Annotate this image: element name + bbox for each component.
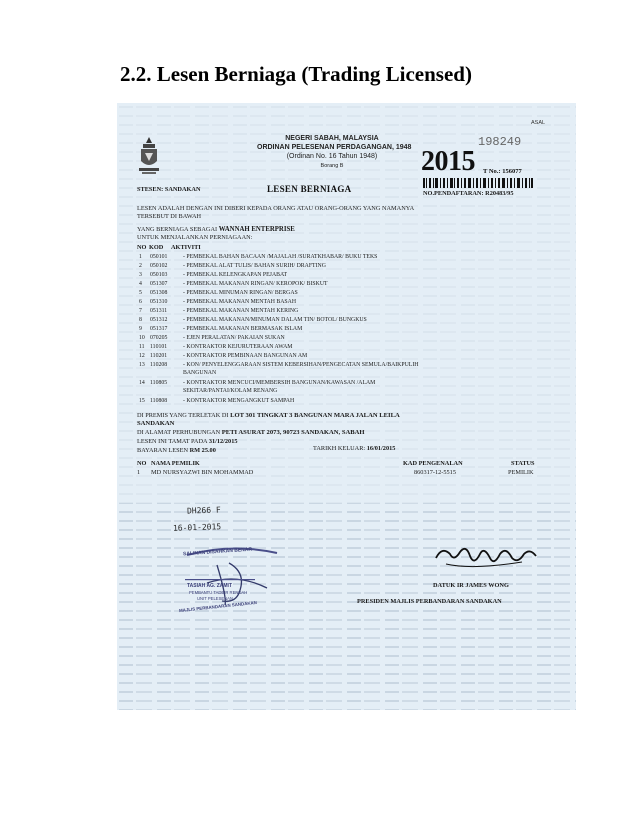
activity-desc: - PEMBEKAL MAKANAN/MINUMAN DALAM TIN/ BOTOL/ BUNGKUS xyxy=(183,317,367,323)
header-ordinance-no: (Ordinan No. 16 Tahun 1948) xyxy=(286,153,378,160)
owner-header-status: STATUS xyxy=(511,460,535,467)
activity-desc: - KONTRAKTOR MENGANGKUT SAMPAH xyxy=(183,398,295,404)
fee-row xyxy=(137,448,216,454)
header-ordinance: ORDINAN PELESENAN PERDAGANGAN, 1948 xyxy=(257,144,412,151)
activity-desc: - KONTRAKTOR PEMBINAAN BANGUNAN AM xyxy=(183,353,308,359)
trading-as-label: YANG BERNIAGA SEBAGAI xyxy=(137,226,218,233)
handwritten-ref: DH266 F xyxy=(186,505,221,516)
premises-value-2: SANDAKAN xyxy=(137,420,175,427)
activity-code: 110808 xyxy=(150,398,168,404)
activity-desc: - PEMBEKAL MAKANAN BERMASAK ISLAM xyxy=(183,326,303,332)
stamp-line-1: SALINAN DISAHKAN BENAR xyxy=(182,546,253,558)
activity-row xyxy=(139,399,294,405)
activity-row xyxy=(139,309,298,315)
activity-code: 050102 xyxy=(150,263,168,269)
activities-header-code: KOD xyxy=(149,244,164,251)
activity-row xyxy=(139,282,328,288)
t-no-value: 156077 xyxy=(502,168,522,175)
activity-code: 110805 xyxy=(150,380,168,386)
activity-desc: - PEMBEKAL BAHAN BACAAN /MAJALAH /SURATKHABAR/ BUKU TEKS xyxy=(183,254,378,260)
activity-desc-continued: BANGUNAN xyxy=(183,370,217,376)
signatory-title: PRESIDEN MAJLIS PERBANDARAN SANDAKAN xyxy=(357,598,502,605)
issue-date-row xyxy=(313,446,395,452)
activities-header xyxy=(137,245,201,251)
expiry-row xyxy=(137,439,238,445)
activity-desc: - PEMBEKAL MAKANAN MENTAH BASAH xyxy=(183,299,297,305)
address-value: PETI ASURAT 2073, 90723 SANDAKAN, SABAH xyxy=(221,429,365,436)
activity-row xyxy=(139,354,307,360)
premises-row xyxy=(137,413,400,420)
owner-header-no: NO xyxy=(137,460,147,467)
station: STESEN: SANDAKAN xyxy=(137,186,201,193)
fee-value: RM 25.00 xyxy=(189,447,216,454)
activity-row-continued xyxy=(183,389,277,395)
license-year: 2015 xyxy=(421,146,475,177)
header-form: Borang B xyxy=(320,163,344,169)
activity-code: 050103 xyxy=(150,272,168,278)
activity-no: 13 xyxy=(139,362,145,368)
activity-desc: - PEMBEKAL MAKANAN RINGAN/ KEROPOK/ BISKUT xyxy=(183,281,328,287)
activities-header-activity: AKTIVITI xyxy=(171,244,201,251)
activity-code: 110101 xyxy=(150,344,168,350)
stamp-line-5: MAJLIS PERBANDARAN SANDAKAN xyxy=(178,599,258,614)
owner-status: PEMILIK xyxy=(508,469,534,476)
activity-desc: - PEMBEKAL KELENGKAPAN PEJABAT xyxy=(183,272,288,278)
activity-desc: - PEMBEKAL MAKANAN MENTAH KERING xyxy=(183,308,299,314)
activity-row xyxy=(139,255,377,261)
owner-header-name: NAMA PEMILIK xyxy=(151,460,200,467)
activity-row xyxy=(139,291,298,297)
activity-row xyxy=(139,273,287,279)
activity-no: 2 xyxy=(139,263,142,269)
activity-code: 051311 xyxy=(150,308,168,314)
address-row xyxy=(137,430,365,437)
address-label: DI ALAMAT PERHUBUNGAN xyxy=(137,429,221,436)
stamp-line-3: PEMBANTU TADBIR RENDAH xyxy=(189,590,248,595)
sabah-crest-icon xyxy=(137,135,161,177)
activity-no: 12 xyxy=(139,353,145,359)
activity-no: 3 xyxy=(139,272,142,278)
barcode-icon xyxy=(423,178,533,188)
license-title: LESEN BERNIAGA xyxy=(267,184,352,194)
activity-no: 11 xyxy=(139,344,145,350)
intro-line-2: TERSEBUT DI BAWAH xyxy=(137,213,202,220)
issue-date-label: TARIKH KELUAR: xyxy=(313,445,366,452)
owner-header-id: KAD PENGENALAN xyxy=(403,460,463,467)
trading-as-row xyxy=(137,227,295,234)
activity-row-continued xyxy=(183,371,216,377)
activity-no: 8 xyxy=(139,317,142,323)
section-heading: 2.2. Lesen Berniaga (Trading Licensed) xyxy=(120,62,472,86)
activity-no: 1 xyxy=(139,254,142,260)
activities-label: UNTUK MENJALANKAN PERNIAGAAN: xyxy=(137,234,253,241)
activity-code: 051310 xyxy=(150,299,168,305)
activity-row xyxy=(139,345,292,351)
activity-code: 051308 xyxy=(150,290,168,296)
license-scan xyxy=(117,103,576,710)
activity-no: 6 xyxy=(139,299,142,305)
activity-code: 050101 xyxy=(150,254,168,260)
activity-desc: - KONTRAKTOR KEJURUTERAAN AWAM xyxy=(183,344,293,350)
serial-number: 198249 xyxy=(478,135,522,149)
activity-no: 4 xyxy=(139,281,142,287)
activity-no: 5 xyxy=(139,290,142,296)
activity-no: 15 xyxy=(139,398,145,404)
activity-code: 070205 xyxy=(150,335,168,341)
header-state: NEGERI SABAH, MALAYSIA xyxy=(285,135,379,142)
expiry-label: LESEN INI TAMAT PADA xyxy=(137,438,208,445)
asal-label: ASAL xyxy=(531,120,546,126)
activity-desc-continued: SEKITAR/PANTAI/KOLAM RENANG xyxy=(183,388,278,394)
activity-row xyxy=(139,363,418,369)
intro-line-1: LESEN ADALAH DENGAN INI DIBERI KEPADA ORANG ATAU ORANG-ORANG YANG NAMANYA xyxy=(137,205,415,212)
activity-desc: - PEMBEKAL MINUMAN RINGAN/ BERGAS xyxy=(183,290,298,296)
activity-row xyxy=(139,300,296,306)
t-no-label: T No.: xyxy=(483,168,501,175)
business-name: WANNAH ENTERPRISE xyxy=(218,226,295,233)
handwritten-date: 16-01-2015 xyxy=(172,522,222,533)
activity-row xyxy=(139,318,367,324)
issue-date-value: 16/01/2015 xyxy=(366,445,396,452)
activity-row xyxy=(139,264,326,270)
president-signature xyxy=(432,540,542,576)
activity-no: 9 xyxy=(139,326,142,332)
activities-header-no: NO xyxy=(137,244,147,251)
t-no xyxy=(483,168,522,175)
activity-code: 051317 xyxy=(150,326,168,332)
activity-row xyxy=(139,381,375,387)
stamp-line-4: UNIT PELESENAN xyxy=(197,596,233,601)
activity-desc: - PEMBEKAL ALAT TULIS/ BAHAN SURIH/ DRAFTING xyxy=(183,263,326,269)
fee-label: BAYARAN LESEN xyxy=(137,447,189,454)
activity-code: 110208 xyxy=(150,362,168,368)
premises-label: DI PREMIS YANG TERLETAK DI xyxy=(137,412,229,419)
activity-no: 10 xyxy=(139,335,145,341)
owner-name: MD NURSYAZWI BIN MOHAMMAD xyxy=(151,469,254,476)
activity-row xyxy=(139,327,302,333)
activity-desc: - KONTRAKTOR MENCUCI/MEMBERSIH BANGUNAN/KAWASAN /ALAM xyxy=(183,380,376,386)
activity-desc: - EJEN PERALATAN/ PAKAIAN SUKAN xyxy=(183,335,285,341)
expiry-value: 31/12/2015 xyxy=(208,438,238,445)
signatory-name: DATUK IR JAMES WONG xyxy=(433,582,509,589)
stamp-line-2: TASIAH AG. ZAMIT xyxy=(187,583,232,589)
owner-id: 860317-12-5515 xyxy=(414,469,456,476)
owner-no: 1 xyxy=(137,469,141,476)
activity-code: 051307 xyxy=(150,281,168,287)
activity-desc: - KON/ PENYELENGGARAAN SISTEM KEBERSIHAN/PENGECATAN SEMULA/BAIKPULIH xyxy=(183,362,419,368)
activity-code: 051312 xyxy=(150,317,168,323)
activity-no: 7 xyxy=(139,308,142,314)
activity-row xyxy=(139,336,285,342)
activity-no: 14 xyxy=(139,380,145,386)
registration-no: NO.PENDAFTARAN: R20483/95 xyxy=(423,190,514,197)
premises-value: LOT 301 TINGKAT 3 BANGUNAN MARA JALAN LEILA xyxy=(230,412,400,419)
activity-code: 110201 xyxy=(150,353,168,359)
